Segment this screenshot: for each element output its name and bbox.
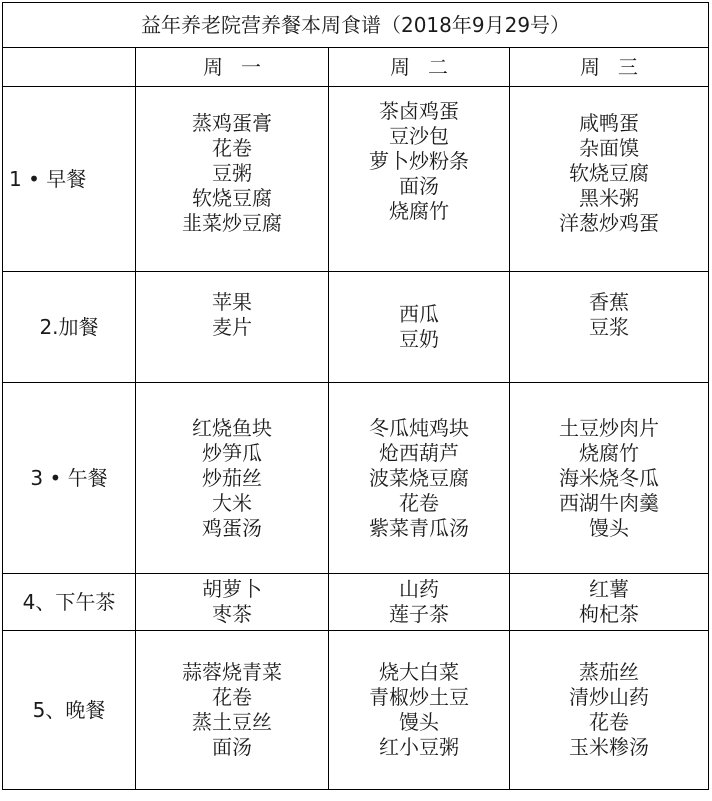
meal-label-lunch: 3 • 午餐 xyxy=(3,383,136,574)
dish-item: 豆奶 xyxy=(399,327,439,351)
menu-cell xyxy=(329,574,510,631)
dish-item: 黑米粥 xyxy=(579,185,639,210)
dish-item: 苹果 xyxy=(212,290,252,314)
dish-item: 青椒炒土豆 xyxy=(369,685,469,709)
day-header-mon xyxy=(136,48,329,87)
dish-item: 豆浆 xyxy=(589,315,629,339)
day-header-wed-first: 周 xyxy=(580,54,600,79)
dish-item: 软烧豆腐 xyxy=(569,160,649,185)
dish-item: 花卷 xyxy=(212,685,252,709)
dish-item: 麦片 xyxy=(212,315,252,339)
menu-cell xyxy=(136,87,329,272)
dish-item: 洋葱炒鸡蛋 xyxy=(559,210,659,235)
dish-item: 蒸鸡蛋膏 xyxy=(192,110,272,135)
meal-label-snack: 2.加餐 xyxy=(3,272,136,383)
dish-item: 馒头 xyxy=(399,710,439,734)
dish-item: 玉米糁汤 xyxy=(569,735,649,759)
dish-item: 烧腐竹 xyxy=(579,440,639,465)
dish-item: 茶卤鸡蛋 xyxy=(379,98,459,123)
dish-item: 海米烧冬瓜 xyxy=(559,465,659,490)
menu-cell xyxy=(136,383,329,574)
dish-item: 馒头 xyxy=(589,515,629,540)
day-header-wed-second: 三 xyxy=(618,54,638,79)
menu-cell xyxy=(510,272,709,383)
corner-cell xyxy=(3,48,136,87)
dish-item: 花卷 xyxy=(589,710,629,734)
dish-item: 软烧豆腐 xyxy=(192,185,272,210)
menu-title: 益年养老院营养餐本周食谱（2018年9月29号） xyxy=(3,3,709,48)
dish-item: 豆沙包 xyxy=(389,123,449,148)
dish-item: 莲子茶 xyxy=(389,602,449,626)
meal-row-lunch xyxy=(3,383,709,574)
dish-item: 炒笋瓜 xyxy=(202,440,262,465)
dish-item: 红烧鱼块 xyxy=(192,415,272,440)
menu-cell xyxy=(329,87,510,272)
dish-item: 西湖牛肉羹 xyxy=(559,490,659,515)
dish-item: 花卷 xyxy=(399,490,439,515)
dish-item: 波菜烧豆腐 xyxy=(369,465,469,490)
dish-item: 咸鸭蛋 xyxy=(579,110,639,135)
meal-row-dinner xyxy=(3,631,709,790)
dish-item: 大米 xyxy=(212,490,252,515)
title-row xyxy=(3,3,709,48)
dish-item: 豆粥 xyxy=(212,160,252,185)
dish-item: 香蕉 xyxy=(589,290,629,314)
dish-item: 胡萝卜 xyxy=(202,577,262,601)
dish-item: 韭菜炒豆腐 xyxy=(182,210,282,235)
day-header-wed xyxy=(510,48,709,87)
day-header-tue-second: 二 xyxy=(428,54,448,79)
dish-item: 烧大白菜 xyxy=(379,660,459,684)
dish-item: 土豆炒肉片 xyxy=(559,415,659,440)
menu-cell xyxy=(510,383,709,574)
meal-row-afternoon-tea xyxy=(3,574,709,631)
dish-item: 烧腐竹 xyxy=(389,198,449,223)
menu-cell xyxy=(329,631,510,790)
menu-cell xyxy=(510,631,709,790)
dish-item: 蒜蓉烧青菜 xyxy=(182,660,282,684)
menu-cell xyxy=(329,383,510,574)
weekly-menu-table xyxy=(2,2,709,790)
dish-item: 炒茄丝 xyxy=(202,465,262,490)
day-header-mon-second: 一 xyxy=(241,54,261,79)
dish-item: 萝卜炒粉条 xyxy=(369,148,469,173)
dish-item: 面汤 xyxy=(399,173,439,198)
dish-item: 杂面馍 xyxy=(579,135,639,160)
meal-row-breakfast xyxy=(3,87,709,272)
dish-item: 炝西葫芦 xyxy=(379,440,459,465)
menu-cell xyxy=(510,87,709,272)
dish-item: 紫菜青瓜汤 xyxy=(369,515,469,540)
dish-item: 蒸土豆丝 xyxy=(192,710,272,734)
dish-item: 山药 xyxy=(399,577,439,601)
dish-item: 枣茶 xyxy=(212,602,252,626)
dish-item: 枸杞茶 xyxy=(579,602,639,626)
menu-cell xyxy=(329,272,510,383)
meal-label-dinner: 5、晚餐 xyxy=(3,631,136,790)
day-header-tue xyxy=(329,48,510,87)
dish-item: 清炒山药 xyxy=(569,685,649,709)
menu-cell xyxy=(136,574,329,631)
dish-item: 面汤 xyxy=(212,735,252,759)
meal-row-snack xyxy=(3,272,709,383)
menu-cell xyxy=(136,631,329,790)
dish-item: 红薯 xyxy=(589,577,629,601)
header-row xyxy=(3,48,709,87)
menu-cell xyxy=(136,272,329,383)
dish-item: 蒸茄丝 xyxy=(579,660,639,684)
meal-label-breakfast: 1 • 早餐 xyxy=(3,87,136,272)
dish-item: 西瓜 xyxy=(399,302,439,326)
meal-label-afternoon-tea: 4、下午茶 xyxy=(3,574,136,631)
dish-item: 花卷 xyxy=(212,135,252,160)
dish-item: 冬瓜炖鸡块 xyxy=(369,415,469,440)
day-header-mon-first: 周 xyxy=(203,54,223,79)
menu-cell xyxy=(510,574,709,631)
day-header-tue-first: 周 xyxy=(390,54,410,79)
dish-item: 鸡蛋汤 xyxy=(202,515,262,540)
dish-item: 红小豆粥 xyxy=(379,735,459,759)
